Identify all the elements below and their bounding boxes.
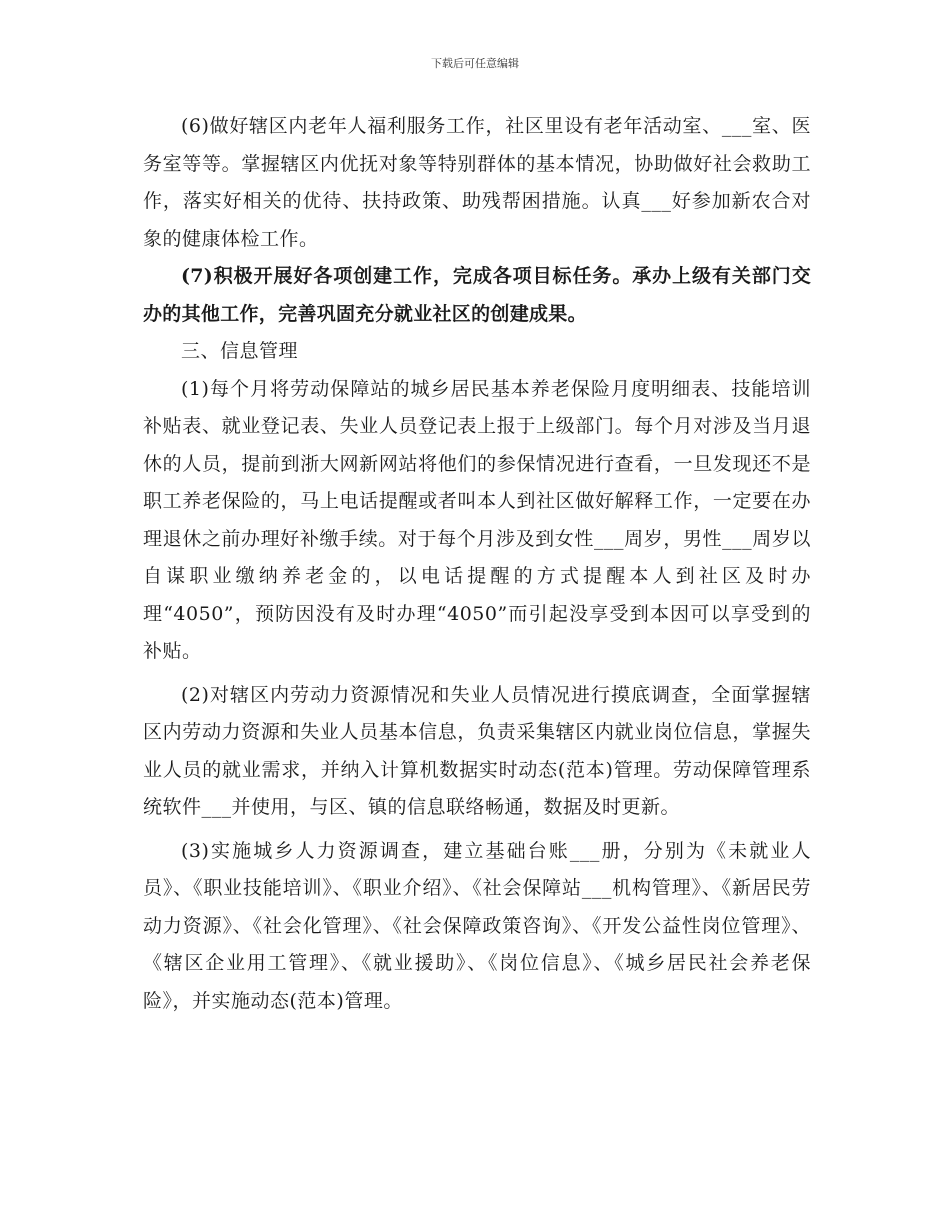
paragraph-info-1: (1)每个月将劳动保障站的城乡居民基本养老保险月度明细表、技能培训补贴表、就业登记表、失业人员登记表上报于上级部门。每个月对涉及当月退休的人员，提前到浙大网新网站将他们的参保情况进行查看，一旦发现还不是职工养老保险的，马上电话提醒或者叫本人到社区做好解释工作，一定要在办理退休之前办理好补缴手续。对于每个月涉及到女性___周岁，男性___周岁以自谋职业缴纳养老金的，以电话提醒的方式提醒本人到社区及时办理“4050”，预防因没有及时办理“4050”而引起没享受到本因可以享受到的补贴。	[143, 377, 811, 662]
paragraph-item-7: (7)积极开展好各项创建工作，完成各项目标任务。承办上级有关部门交办的其他工作，完善巩固充分就业社区的创建成果。	[143, 265, 811, 325]
section-heading-info-management: 三、信息管理	[181, 340, 299, 362]
paragraph-info-2: (2)对辖区内劳动力资源情况和失业人员情况进行摸底调查，全面掌握辖区内劳动力资源和失业人员基本信息，负责采集辖区内就业岗位信息，掌握失业人员的就业需求，并纳入计算机数据实时动态(范本)管理。劳动保障管理系统软件___并使用，与区、镇的信息联络畅通，数据及时更新。	[143, 683, 811, 818]
page-header: 下载后可任意编辑	[431, 57, 519, 70]
document-body	[143, 108, 811, 1020]
paragraph-item-6: (6)做好辖区内老年人福利服务工作，社区里设有老年活动室、___室、医务室等等。掌握辖区内优抚对象等特别群体的基本情况，协助做好社会救助工作，落实好相关的优待、扶持政策、助残帮困措施。认真___好参加新农合对象的健康体检工作。	[143, 115, 811, 250]
paragraph-info-3: (3)实施城乡人力资源调查，建立基础台账___册，分别为《未就业人员》、《职业技能培训》、《职业介绍》、《社会保障站___机构管理》、《新居民劳动力资源》、《社会化管理》、《社会保障政策咨询》、《开发公益性岗位管理》、《辖区企业用工管理》、《就业援助》、《岗位信息》、《城乡居民社会养老保险》，并实施动态(范本)管理。	[143, 839, 811, 1012]
